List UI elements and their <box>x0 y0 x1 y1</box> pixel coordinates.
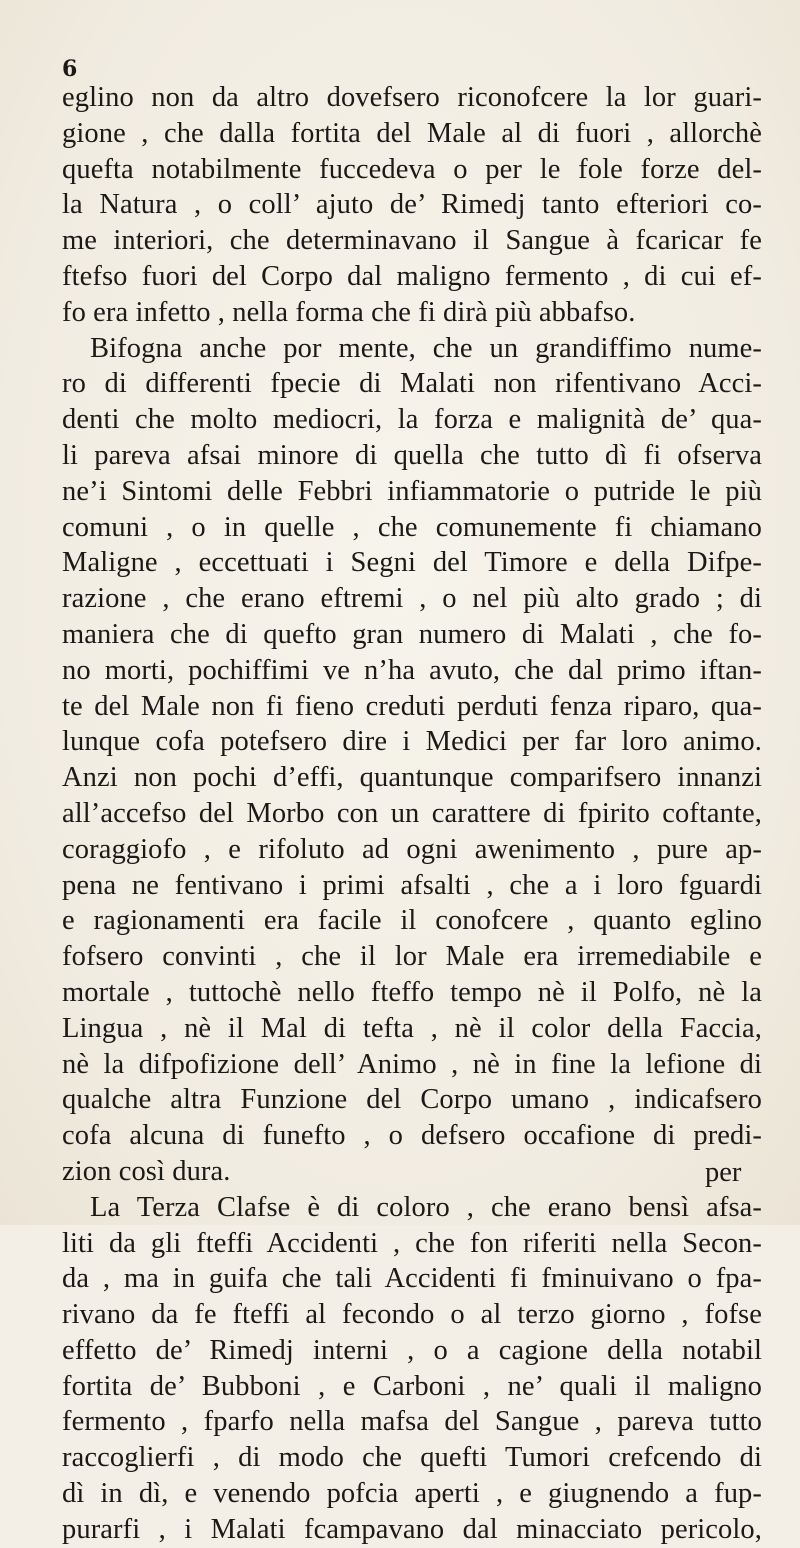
text-line: La Terza Clafse è di coloro , che erano bensì afsa- <box>90 1191 762 1223</box>
text-line: me interiori, che determinavano il Sangue à fcaricar fe <box>62 225 762 257</box>
text-line: raccoglierfi , di modo che quefti Tumori crefcendo di <box>62 1442 762 1474</box>
text-line: li pareva afsai minore di quella che tutto dì fi ofserva <box>62 439 762 471</box>
text-line: eglino non da altro dovefsero riconofcere la lor guari- <box>62 82 762 113</box>
text-line: la Natura , o coll’ ajuto de’ Rimedj tanto efteriori co- <box>62 189 762 221</box>
text-line: fo era infetto , nella forma che fi dirà più abbafso. <box>62 296 636 328</box>
text-line: fermento , fparfo nella mafsa del Sangue , pareva tutto <box>62 1406 762 1438</box>
text-line: da , ma in guifa che tali Accidenti fi fminuivano o fpa- <box>62 1263 762 1295</box>
text-line: ne’i Sintomi delle Febbri infiammatorie o putride le più <box>62 475 762 507</box>
text-line: fofsero convinti , che il lor Male era irremediabile e <box>62 941 762 973</box>
text-line: nè la difpofizione dell’ Animo , nè in fine la lefione di <box>62 1048 762 1080</box>
text-line: rivano da fe fteffi al fecondo o al terzo giorno , fofse <box>62 1299 762 1331</box>
text-line: effetto de’ Rimedj interni , o a cagione della notabil <box>62 1334 762 1366</box>
text-line: qualche altra Funzione del Corpo umano , indicafsero <box>62 1084 762 1116</box>
text-line: gione , che dalla fortita del Male al di fuori , allorchè <box>62 117 762 149</box>
text-line: fortita de’ Bubboni , e Carboni , ne’ quali il maligno <box>62 1370 762 1402</box>
text-line: no morti, pochiffimi ve n’ha avuto, che dal primo iftan- <box>62 654 762 686</box>
text-line: all’accefso del Morbo con un carattere di fpirito coftante, <box>62 797 762 829</box>
text-line: comuni , o in quelle , che comunemente fi chiamano <box>62 511 762 543</box>
text-line: Anzi non pochi d’effi, quantunque comparifsero innanzi <box>62 762 762 794</box>
body-text <box>62 80 762 1548</box>
text-line: pena ne fentivano i primi afsalti , che a i loro fguardi <box>62 869 762 901</box>
text-line: denti che molto mediocri, la forza e malignità de’ qua- <box>62 404 762 436</box>
text-line: liti da gli fteffi Accidenti , che fon riferiti nella Secon- <box>62 1227 762 1259</box>
page-number: 6 <box>62 56 78 82</box>
text-line: coraggiofo , e rifoluto ad ogni awenimento , pure ap- <box>62 833 762 865</box>
text-line: te del Male non fi fieno creduti perduti fenza riparo, qua- <box>62 690 762 722</box>
text-line: mortale , tuttochè nello fteffo tempo nè il Polfo, nè la <box>62 976 762 1008</box>
text-line: ftefso fuori del Corpo dal maligno fermento , di cui ef- <box>62 260 762 292</box>
text-line: purarfi , i Malati fcampavano dal minacciato pericolo, <box>62 1513 762 1545</box>
text-line: lunque cofa potefsero dire i Medici per far loro animo. <box>62 726 762 758</box>
text-line: ro di differenti fpecie di Malati non rifentivano Acci- <box>62 368 762 400</box>
text-line: Lingua , nè il Mal di tefta , nè il color della Faccia, <box>62 1012 762 1044</box>
text-line: e ragionamenti era facile il conofcere , quanto eglino <box>62 905 762 937</box>
text-line: maniera che di quefto gran numero di Malati , che fo- <box>62 618 762 650</box>
text-line: quefta notabilmente fuccedeva o per le fole forze del- <box>62 153 762 185</box>
text-line: Maligne , eccettuati i Segni del Timore e della Difpe- <box>62 547 762 579</box>
text-line: Bifogna anche por mente, che un grandiffimo nume- <box>90 332 762 364</box>
text-line: dì in dì, e venendo pofcia aperti , e giugnendo a fup- <box>62 1478 762 1510</box>
text-line: cofa alcuna di funefto , o defsero occafione di predi- <box>62 1120 762 1152</box>
catchword: per <box>705 1157 742 1188</box>
text-line: zion così dura. <box>62 1155 231 1187</box>
text-line: razione , che erano eftremi , o nel più alto grado ; di <box>62 583 762 615</box>
